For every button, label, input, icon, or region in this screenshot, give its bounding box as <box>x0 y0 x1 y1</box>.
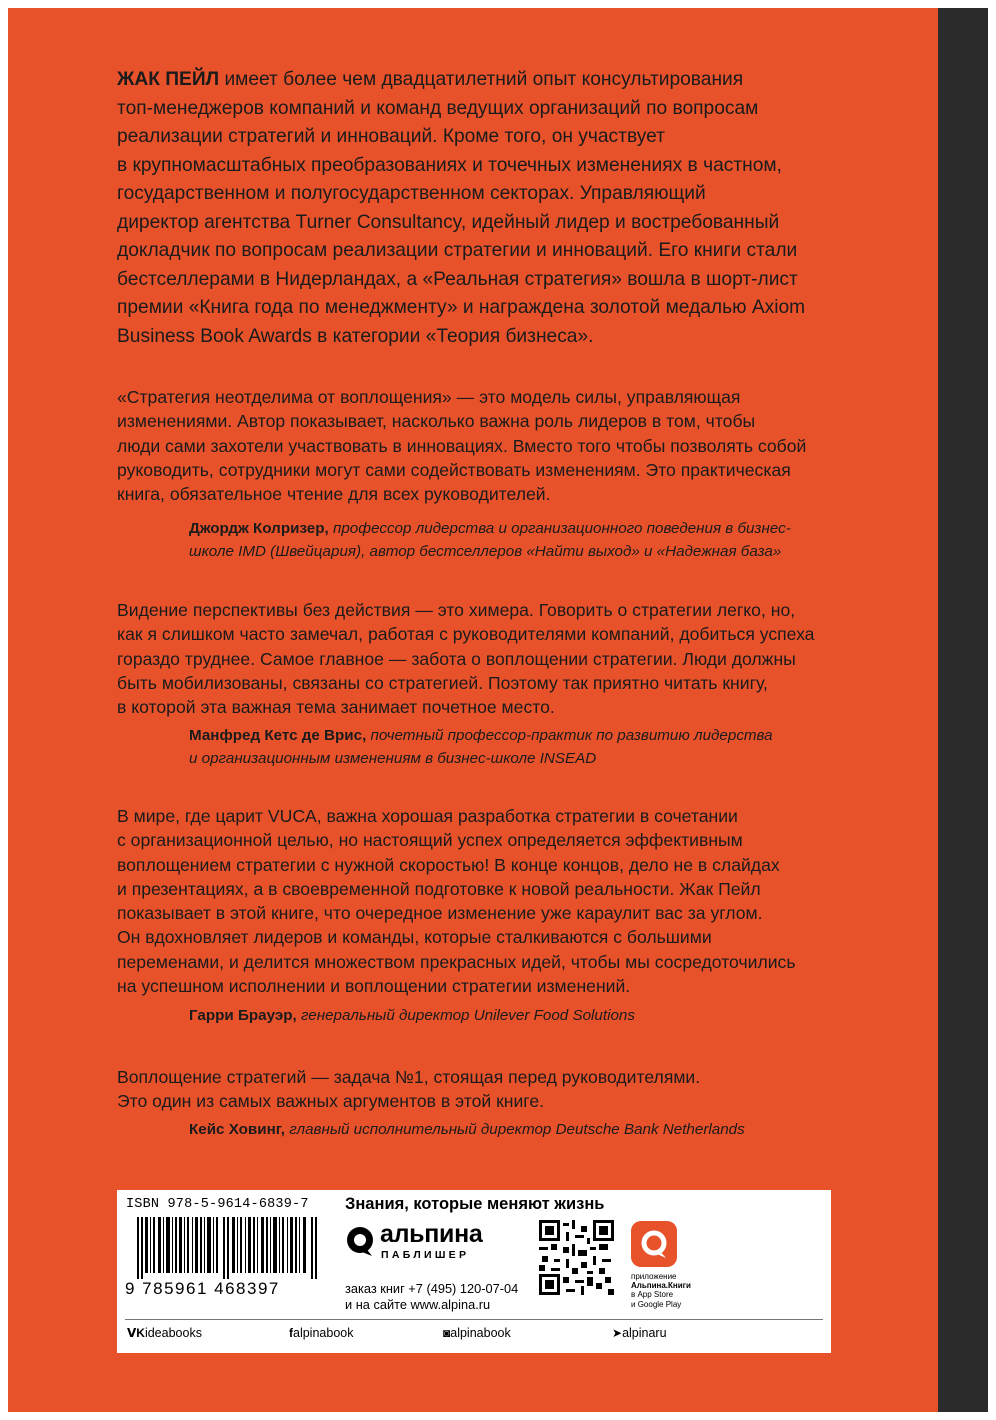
quote-2-attribution: Манфред Кетс де Врис, почетный профессор-практик по развитию лидерства и организационным изменениям в бизнес-школе INSEAD <box>189 727 773 767</box>
quote-author: Джордж Колризер, <box>189 520 329 537</box>
alpina-app-icon <box>631 1221 677 1267</box>
quote-4: Воплощение стратегий — задача №1, стоящая перед руководителями. Это один из самых важных аргументов в этой книге. <box>117 1067 701 1112</box>
alpina-logo-icon <box>345 1225 375 1257</box>
quote-author: Гарри Брауэр, <box>189 1007 297 1024</box>
book-spine <box>938 8 988 1412</box>
brand-name: альпина <box>380 1220 483 1248</box>
quote-1: «Стратегия неотделима от воплощения» — это модель силы, управляющая изменениями. Автор показывает, насколько важна роль лидеров в том, чтобы люди сами захотели участвовать в инновациях. Вместо того чтобы позволять собой руководить, сотрудники могут сами содействовать изменениям. Это практическая книга, обязательное чтение для всех руководителей. <box>117 387 807 505</box>
brand-subtitle: ПАБЛИШЕР <box>381 1249 470 1261</box>
publisher-tagline: Знания, которые меняют жизнь <box>345 1195 605 1213</box>
qr-code <box>539 1220 614 1295</box>
barcode-digits: 9 785961 468397 <box>125 1279 280 1298</box>
quote-2: Видение перспективы без действия — это химера. Говорить о стратегии легко, но, как я слишком часто замечал, работая с руководителями компаний, добиться успеха гораздо труднее. Самое главное — забота о воплощении стратегии. Люди должны быть мобилизованы, связаны со стратегией. Поэтому так приятно читать книгу, в которой эта важная тема занимает почетное место. <box>117 600 815 718</box>
facebook-icon: f <box>289 1326 293 1340</box>
isbn-label: ISBN 978-5-9614-6839-7 <box>126 1197 309 1212</box>
order-info: заказ книг +7 (495) 120-07-04 и на сайте www.alpina.ru <box>345 1281 519 1312</box>
social-telegram: ➤alpinaru <box>612 1326 667 1340</box>
vk-icon: ꓦK <box>127 1326 145 1340</box>
publisher-panel <box>117 1190 831 1353</box>
quote-author: Кейс Ховинг, <box>189 1121 285 1138</box>
author-name: ЖАК ПЕЙЛ <box>117 69 220 90</box>
author-bio: ЖАК ПЕЙЛ имеет более чем двадцатилетний опыт консультирования топ-менеджеров компаний и команд ведущих организаций по вопросам реализации стратегий и инноваций. Кроме того, он участвует в крупномасштабных преобразованиях и точечных изменениях в частном, государственном и полугосударственном секторах. Управляющий директор агентства Turner Consultancy, идейный лидер и востребованный докладчик по вопросам реализации стратегии и инноваций. Его книги стали бестселлерами в Нидерландах, а «Реальная стратегия» вошла в шорт-лист премии «Книга года по менеджменту» и награждена золотой медалью Axiom Business Book Awards в категории «Теория бизнеса». <box>117 69 806 347</box>
quote-1-attribution: Джордж Колризер, профессор лидерства и организационного поведения в бизнес- школе IMD (Швейцария), автор бестселлеров «Найти выход» и «Надежная база» <box>189 520 791 560</box>
instagram-icon: ◙ <box>443 1326 451 1340</box>
quote-author: Манфред Кетс де Врис, <box>189 727 367 744</box>
alpina-logo-icon <box>631 1221 677 1267</box>
social-instagram: ◙alpinabook <box>443 1326 511 1340</box>
social-vk: ꓦKideabooks <box>127 1326 202 1340</box>
divider <box>125 1319 823 1320</box>
social-facebook: falpinabook <box>289 1326 354 1340</box>
quote-3: В мире, где царит VUCA, важна хорошая разработка стратегии в сочетании с организационной целью, но настоящий успех определяется эффективным воплощением стратегии с нужной скоростью! В конце концов, дело не в слайдах и презентациях, а в своевременной подготовке к новой реальности. Жак Пейл показывает в этой книге, что очередное изменение уже караулит вас за углом. Он вдохновляет лидеров и команды, которые сталкиваются с большими переменами, и делится множеством прекрасных идей, чтобы мы сосредоточились на успешном исполнении и воплощении стратегии изменений. <box>117 806 796 997</box>
app-store-info: приложение Альпина.Книги в App Store и Google Play <box>631 1272 691 1309</box>
barcode <box>137 1217 317 1279</box>
quote-4-attribution: Кейс Ховинг, главный исполнительный директор Deutsche Bank Netherlands <box>189 1121 745 1138</box>
telegram-icon: ➤ <box>612 1326 623 1340</box>
quote-3-attribution: Гарри Брауэр, генеральный директор Unilever Food Solutions <box>189 1007 635 1024</box>
